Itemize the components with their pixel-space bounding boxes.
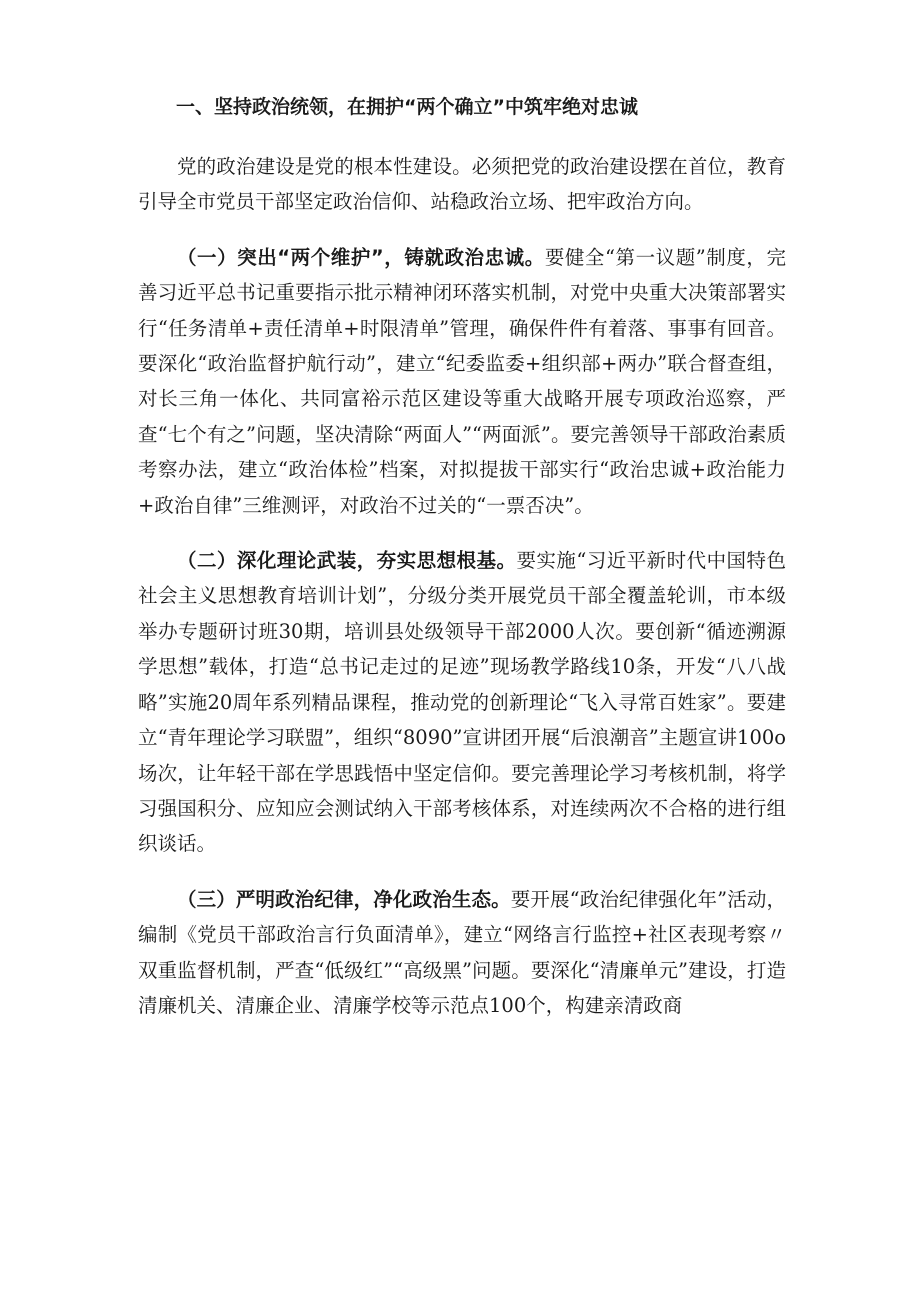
intro-paragraph: 党的政治建设是党的根本性建设。必须把党的政治建设摆在首位，教育引导全市党员干部坚定政治信仰、站稳政治立场、把牢政治方向。 bbox=[138, 155, 786, 214]
paragraph-body-3: 要开展“政治纪律强化年”活动，编制《党员干部政治言行负面清单》，建立“网络言行监控+社区表现考察〃双重监督机制，严查“低级红”“高级黑”问题。要深化“清廉单元”建设，打造清廉机关、清廉企业、清廉学校等示范点100个，构建亲清政商 bbox=[138, 887, 786, 1017]
paragraph-body-2: 要实施“习近平新时代中国特色社会主义思想教育培训计划”，分级分类开展党员干部全覆盖轮训，市本级举办专题研讨班30期，培训县处级领导干部2000人次。要创新“循迹溯源学思想”载体，打造“总书记走过的足迹”现场教学路线10条，开发“八八战略”实施20周年系列精品课程，推动党的创新理论“飞入寻常百姓家”。要建立“青年理论学习联盟”，组织“8090”宣讲团开展“后浪潮音”主题宣讲100o场次，让年轻干部在学思践悟中坚定信仰。要完善理论学习考核机制，将学习强国积分、应知应会测试纳入干部考核体系，对连续两次不合格的进行组织谈话。 bbox=[138, 549, 786, 856]
paragraph-section-3 bbox=[138, 882, 786, 1024]
section-heading: 一、坚持政治统领，在拥护“两个确立”中筑牢绝对忠诚 bbox=[176, 96, 638, 118]
paragraph-body-1: 要健全“第一议题”制度，完善习近平总书记重要指示批示精神闭环落实机制，对党中央重大决策部署实行“任务清单+责任清单+时限清单”管理，确保件件有着落、事事有回音。要深化“政治监督护航行动”，建立“纪委监委+组织部+两办”联合督查组，对长三角一体化、共同富裕示范区建设等重大战略开展专项政治巡察，严查“七个有之”问题，坚决清除“两面人”“两面派”。要完善领导干部政治素质考察办法，建立“政治体检”档案，对拟提拔干部实行“政治忠诚+政治能力+政治自律”三维测评，对政治不过关的“一票否决”。 bbox=[138, 245, 786, 517]
paragraph-lead-1: （一）突出“两个维护”，铸就政治忠诚。 bbox=[177, 245, 545, 269]
paragraph-lead-3: （三）严明政治纪律，净化政治生态。 bbox=[177, 887, 511, 911]
paragraph-lead-2: （二）深化理论武装，夯实思想根基。 bbox=[177, 549, 517, 573]
document-page bbox=[138, 92, 786, 1043]
paragraph-section-1 bbox=[138, 240, 786, 523]
paragraph-section-2 bbox=[138, 543, 786, 862]
